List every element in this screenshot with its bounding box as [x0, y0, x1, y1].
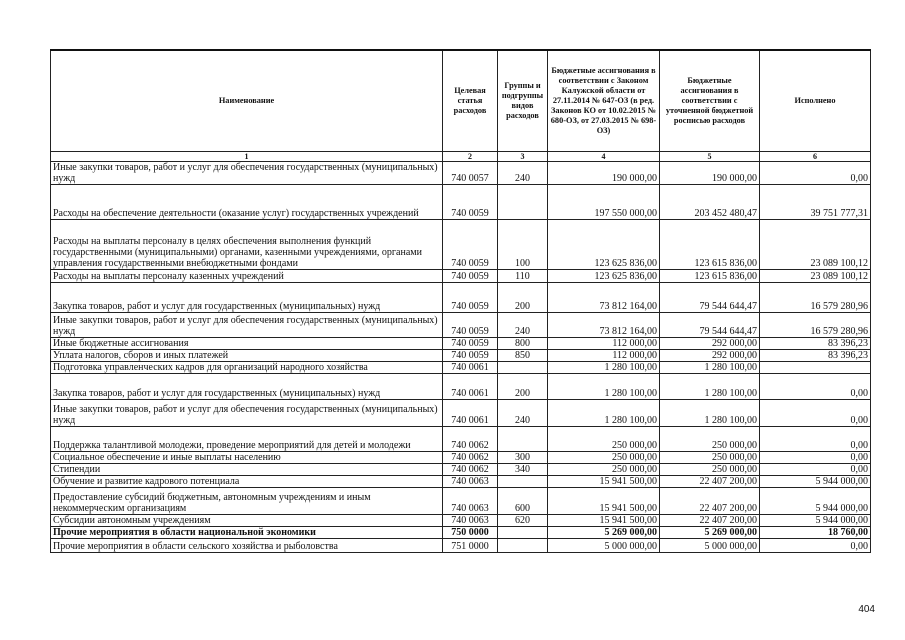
row-expense-group: 240	[498, 162, 548, 185]
row-expense-group	[498, 539, 548, 553]
row-budget-law: 197 550 000,00	[548, 185, 660, 220]
row-expense-group: 300	[498, 452, 548, 464]
row-budget-law: 250 000,00	[548, 452, 660, 464]
table-row	[51, 220, 871, 270]
row-budget-refined: 79 544 644,47	[660, 283, 760, 313]
row-budget-refined: 22 407 200,00	[660, 476, 760, 488]
table-row	[51, 313, 871, 338]
row-budget-law: 1 280 100,00	[548, 362, 660, 374]
row-name: Иные закупки товаров, работ и услуг для обеспечения государственных (муниципальных) нужд	[51, 400, 443, 427]
row-budget-law: 112 000,00	[548, 350, 660, 362]
row-executed: 23 089 100,12	[760, 220, 871, 270]
row-budget-refined: 1 280 100,00	[660, 362, 760, 374]
row-target-article: 750 0000	[443, 527, 498, 539]
row-executed: 18 760,00	[760, 527, 871, 539]
table-row	[51, 427, 871, 452]
row-executed: 0,00	[760, 452, 871, 464]
table-row	[51, 452, 871, 464]
table-row	[51, 400, 871, 427]
row-executed: 83 396,23	[760, 338, 871, 350]
row-budget-refined: 250 000,00	[660, 464, 760, 476]
table-row	[51, 270, 871, 283]
row-budget-law: 123 625 836,00	[548, 270, 660, 283]
row-name: Иные закупки товаров, работ и услуг для обеспечения государственных (муниципальных) нужд	[51, 313, 443, 338]
table-row	[51, 374, 871, 400]
row-expense-group: 600	[498, 488, 548, 515]
row-executed: 0,00	[760, 464, 871, 476]
header-row	[51, 50, 871, 152]
table-row	[51, 362, 871, 374]
row-target-article: 740 0061	[443, 374, 498, 400]
row-name: Расходы на выплаты персоналу казенных учреждений	[51, 270, 443, 283]
row-budget-refined: 5 269 000,00	[660, 527, 760, 539]
row-expense-group: 620	[498, 515, 548, 527]
row-target-article: 740 0059	[443, 220, 498, 270]
row-name: Расходы на выплаты персоналу в целях обеспечения выполнения функций государственными (муниципальными) органами, казенными учреждениями, органами управления государственными внебюджетными фондами	[51, 220, 443, 270]
row-expense-group: 240	[498, 400, 548, 427]
row-expense-group: 800	[498, 338, 548, 350]
row-target-article: 740 0063	[443, 515, 498, 527]
row-name: Поддержка талантливой молодежи, проведение мероприятий для детей и молодежи	[51, 427, 443, 452]
row-budget-refined: 22 407 200,00	[660, 488, 760, 515]
column-number-row	[51, 152, 871, 162]
row-executed: 5 944 000,00	[760, 488, 871, 515]
row-target-article: 740 0062	[443, 452, 498, 464]
row-budget-refined: 79 544 644,47	[660, 313, 760, 338]
row-budget-law: 250 000,00	[548, 427, 660, 452]
row-name: Иные бюджетные ассигнования	[51, 338, 443, 350]
header-expense-groups: Группы и подгруппы видов расходов	[498, 50, 548, 152]
row-name: Закупка товаров, работ и услуг для государственных (муниципальных) нужд	[51, 283, 443, 313]
table-row	[51, 283, 871, 313]
budget-table	[50, 49, 871, 553]
row-name: Прочие мероприятия в области национальной экономики	[51, 527, 443, 539]
row-executed: 0,00	[760, 162, 871, 185]
column-number: 2	[443, 152, 498, 162]
column-number: 3	[498, 152, 548, 162]
table-body	[51, 162, 871, 553]
row-target-article: 740 0059	[443, 350, 498, 362]
table-row	[51, 162, 871, 185]
row-name: Стипендии	[51, 464, 443, 476]
row-expense-group	[498, 362, 548, 374]
row-expense-group	[498, 185, 548, 220]
page-number: 404	[858, 604, 875, 615]
row-budget-law: 250 000,00	[548, 464, 660, 476]
row-budget-law: 1 280 100,00	[548, 400, 660, 427]
row-budget-law: 73 812 164,00	[548, 283, 660, 313]
row-name: Предоставление субсидий бюджетным, автономным учреждениям и иным некоммерческим организациям	[51, 488, 443, 515]
row-name: Закупка товаров, работ и услуг для государственных (муниципальных) нужд	[51, 374, 443, 400]
header-budget-law: Бюджетные ассигнования в соответствии с Законом Калужской области от 27.11.2014 № 647-ОЗ (в ред. Законов КО от 10.02.2015 № 680-ОЗ, от 27.03.2015 № 698-ОЗ)	[548, 50, 660, 152]
row-target-article: 751 0000	[443, 539, 498, 553]
table-row	[51, 539, 871, 553]
row-expense-group: 200	[498, 283, 548, 313]
row-budget-law: 112 000,00	[548, 338, 660, 350]
row-budget-refined: 22 407 200,00	[660, 515, 760, 527]
row-budget-refined: 250 000,00	[660, 427, 760, 452]
row-budget-law: 15 941 500,00	[548, 488, 660, 515]
row-target-article: 740 0061	[443, 400, 498, 427]
row-budget-refined: 292 000,00	[660, 350, 760, 362]
header-budget-refined: Бюджетные ассигнования в соответствии с уточненной бюджетной росписью расходов	[660, 50, 760, 152]
row-executed: 23 089 100,12	[760, 270, 871, 283]
row-expense-group	[498, 427, 548, 452]
row-target-article: 740 0063	[443, 488, 498, 515]
row-executed: 0,00	[760, 427, 871, 452]
table-row	[51, 338, 871, 350]
row-budget-refined: 5 000 000,00	[660, 539, 760, 553]
row-executed: 0,00	[760, 374, 871, 400]
row-name: Подготовка управленческих кадров для организаций народного хозяйства	[51, 362, 443, 374]
row-budget-law: 5 269 000,00	[548, 527, 660, 539]
row-executed: 83 396,23	[760, 350, 871, 362]
table-row	[51, 515, 871, 527]
row-target-article: 740 0059	[443, 270, 498, 283]
row-name: Прочие мероприятия в области сельского хозяйства и рыболовства	[51, 539, 443, 553]
budget-report-page	[50, 49, 870, 553]
row-budget-refined: 1 280 100,00	[660, 374, 760, 400]
row-budget-law: 73 812 164,00	[548, 313, 660, 338]
row-name: Уплата налогов, сборов и иных платежей	[51, 350, 443, 362]
row-expense-group: 850	[498, 350, 548, 362]
row-target-article: 740 0063	[443, 476, 498, 488]
row-expense-group: 100	[498, 220, 548, 270]
row-name: Расходы на обеспечение деятельности (оказание услуг) государственных учреждений	[51, 185, 443, 220]
row-target-article: 740 0059	[443, 313, 498, 338]
row-executed	[760, 362, 871, 374]
row-budget-refined: 123 615 836,00	[660, 270, 760, 283]
row-budget-law: 5 000 000,00	[548, 539, 660, 553]
row-expense-group: 340	[498, 464, 548, 476]
table-row	[51, 464, 871, 476]
row-budget-refined: 292 000,00	[660, 338, 760, 350]
row-name: Обучение и развитие кадрового потенциала	[51, 476, 443, 488]
row-executed: 0,00	[760, 539, 871, 553]
row-executed: 16 579 280,96	[760, 283, 871, 313]
row-expense-group: 240	[498, 313, 548, 338]
row-name: Социальное обеспечение и иные выплаты населению	[51, 452, 443, 464]
row-target-article: 740 0059	[443, 338, 498, 350]
row-expense-group: 200	[498, 374, 548, 400]
header-executed: Исполнено	[760, 50, 871, 152]
row-budget-refined: 1 280 100,00	[660, 400, 760, 427]
row-budget-law: 123 625 836,00	[548, 220, 660, 270]
column-number: 5	[660, 152, 760, 162]
row-expense-group: 110	[498, 270, 548, 283]
row-budget-refined: 123 615 836,00	[660, 220, 760, 270]
row-target-article: 740 0062	[443, 464, 498, 476]
column-number: 6	[760, 152, 871, 162]
row-budget-law: 190 000,00	[548, 162, 660, 185]
row-executed: 39 751 777,31	[760, 185, 871, 220]
table-row	[51, 476, 871, 488]
row-executed: 16 579 280,96	[760, 313, 871, 338]
header-target-article: Целевая статья расходов	[443, 50, 498, 152]
row-name: Субсидии автономным учреждениям	[51, 515, 443, 527]
row-expense-group	[498, 476, 548, 488]
table-row	[51, 488, 871, 515]
row-target-article: 740 0059	[443, 185, 498, 220]
row-target-article: 740 0062	[443, 427, 498, 452]
row-target-article: 740 0057	[443, 162, 498, 185]
table-row	[51, 527, 871, 539]
row-executed: 5 944 000,00	[760, 476, 871, 488]
table-row	[51, 350, 871, 362]
row-budget-law: 1 280 100,00	[548, 374, 660, 400]
header-name: Наименование	[51, 50, 443, 152]
row-expense-group	[498, 527, 548, 539]
row-target-article: 740 0061	[443, 362, 498, 374]
row-executed: 0,00	[760, 400, 871, 427]
row-budget-law: 15 941 500,00	[548, 476, 660, 488]
row-executed: 5 944 000,00	[760, 515, 871, 527]
column-number: 1	[51, 152, 443, 162]
row-budget-refined: 203 452 480,47	[660, 185, 760, 220]
row-budget-refined: 250 000,00	[660, 452, 760, 464]
row-budget-law: 15 941 500,00	[548, 515, 660, 527]
column-number: 4	[548, 152, 660, 162]
row-budget-refined: 190 000,00	[660, 162, 760, 185]
table-row	[51, 185, 871, 220]
row-name: Иные закупки товаров, работ и услуг для обеспечения государственных (муниципальных) нужд	[51, 162, 443, 185]
row-target-article: 740 0059	[443, 283, 498, 313]
